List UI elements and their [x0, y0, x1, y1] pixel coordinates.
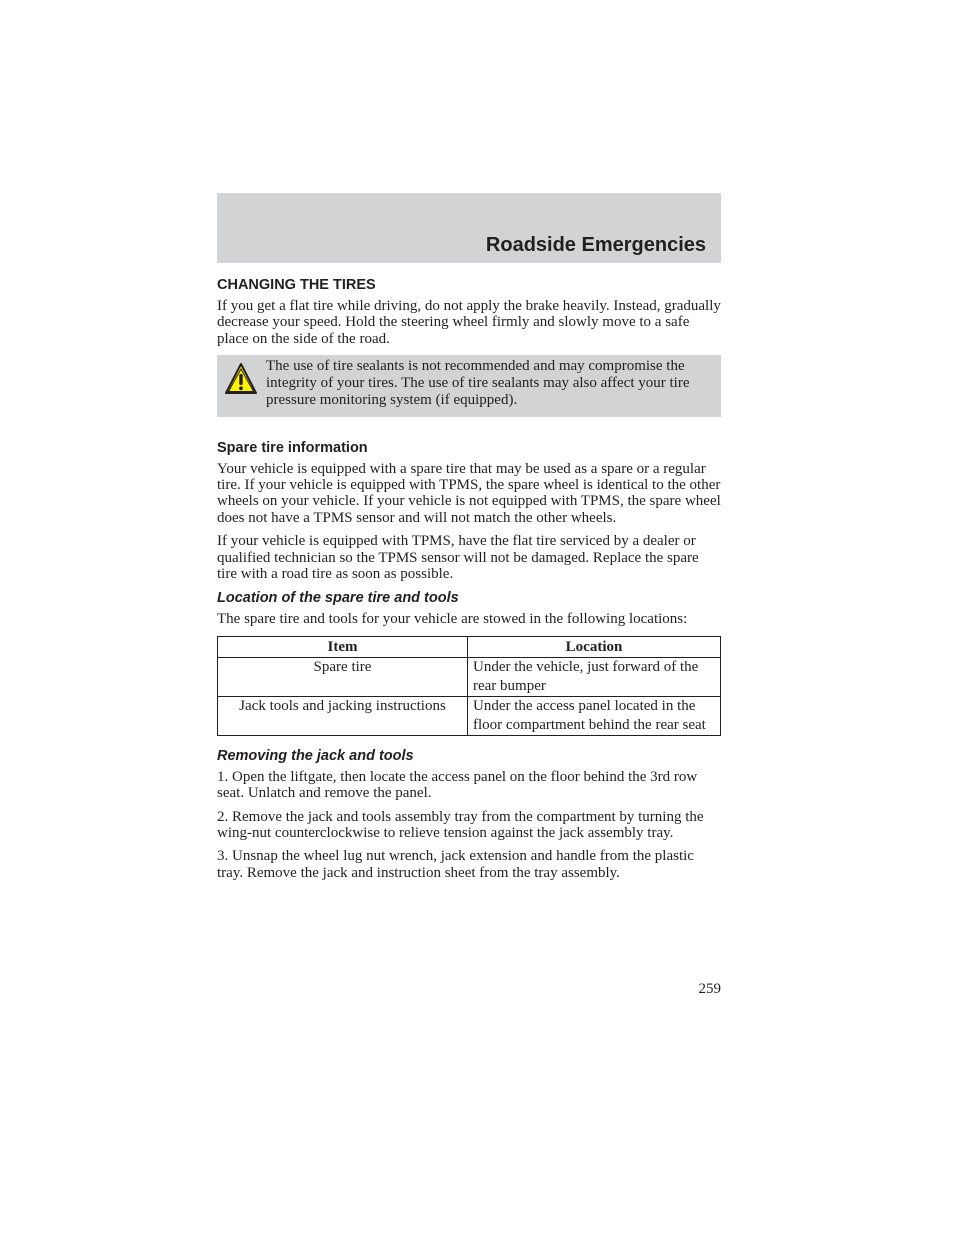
page-number: 259	[698, 981, 721, 997]
table-cell-location: Under the vehicle, just forward of the rear bumper	[468, 657, 721, 696]
table-header-location: Location	[468, 636, 721, 657]
section-heading-location: Location of the spare tire and tools	[217, 590, 459, 607]
section-heading-spare-tire: Spare tire information	[217, 439, 368, 456]
location-paragraph: The spare tire and tools for your vehicle are stowed in the following locations:	[217, 611, 688, 628]
removing-step-1: 1. Open the liftgate, then locate the access panel on the floor behind the 3rd row seat. Unlatch and remove the panel.	[217, 768, 698, 802]
section-heading-changing-tires: CHANGING THE TIRES	[217, 277, 376, 293]
table-header-row	[218, 636, 721, 657]
warning-text: The use of tire sealants is not recommended and may compromise the integrity of your tires. The use of tire sealants may also affect your tire pressure monitoring system (if equipped).	[266, 358, 690, 408]
changing-tires-paragraph: If you get a flat tire while driving, do not apply the brake heavily. Instead, gradually decrease your speed. Hold the steering wheel firmly and slowly move to a safe place on the side of the road.	[217, 298, 721, 347]
table-cell-item: Jack tools and jacking instructions	[218, 696, 468, 735]
section-heading-removing: Removing the jack and tools	[217, 747, 414, 764]
removing-step-2: 2. Remove the jack and tools assembly tray from the compartment by turning the wing-nut counterclockwise to relieve tension against the jack assembly tray.	[217, 808, 704, 842]
table-cell-item: Spare tire	[218, 657, 468, 696]
manual-page	[217, 193, 721, 997]
table-row	[218, 657, 721, 696]
spare-paragraph-2: If your vehicle is equipped with TPMS, have the flat tire serviced by a dealer or qualified technician so the TPMS sensor will not be damaged. Replace the spare tire with a road tire as soon as possible.	[217, 533, 699, 583]
warning-box	[217, 355, 721, 416]
removing-step-3: 3. Unsnap the wheel lug nut wrench, jack extension and handle from the plastic tray. Remove the jack and instruction sheet from the tray assembly.	[217, 848, 694, 881]
table-row	[218, 696, 721, 735]
table-header-item: Item	[218, 636, 468, 657]
location-table	[217, 636, 721, 736]
chapter-title: Roadside Emergencies	[485, 234, 706, 256]
spare-paragraph-1: Your vehicle is equipped with a spare tire that may be used as a spare or a regular tire. If your vehicle is equipped with TPMS, the spare wheel is identical to the other wheels on your vehicle. If your vehicle is not equipped with TPMS, the spare wheel does not have a TPMS sensor and will not match the other wheels.	[217, 460, 721, 526]
table-cell-location: Under the access panel located in the floor compartment behind the rear seat	[468, 696, 721, 735]
warning-triangle-icon	[224, 362, 258, 396]
chapter-header	[217, 193, 721, 263]
